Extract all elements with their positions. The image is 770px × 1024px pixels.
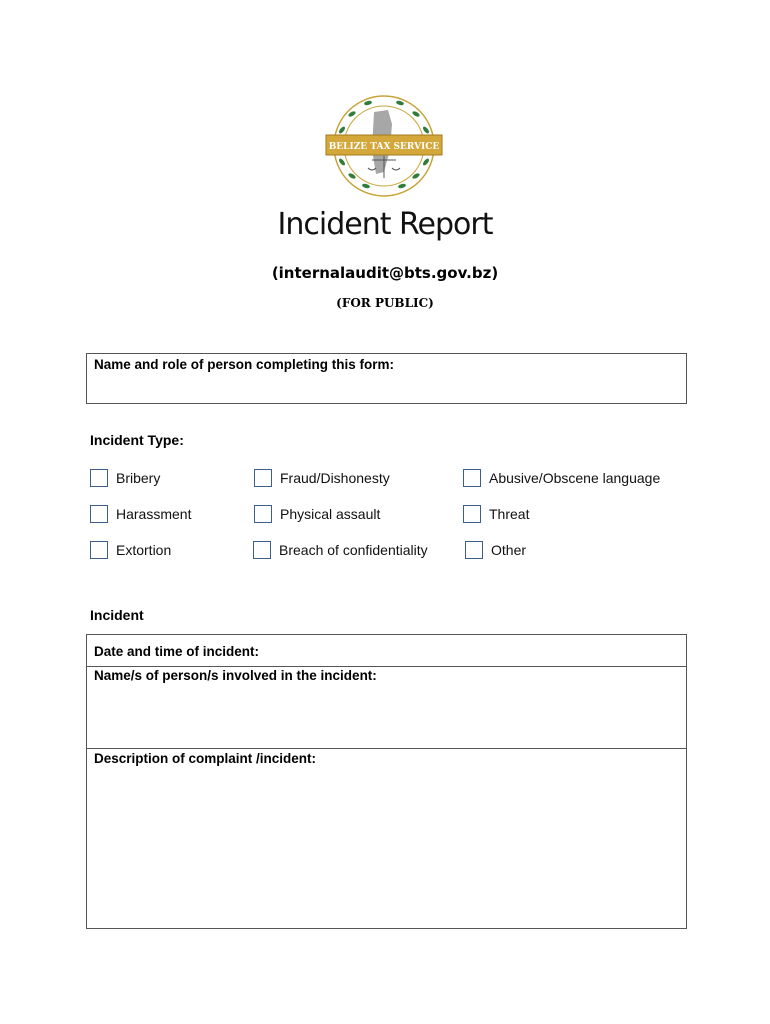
checkbox-threat[interactable] <box>463 505 529 523</box>
checkbox-box[interactable] <box>465 541 483 559</box>
checkbox-box[interactable] <box>254 505 272 523</box>
checkbox-box[interactable] <box>90 541 108 559</box>
checkbox-label: Other <box>491 542 527 558</box>
checkbox-label: Breach of confidentiality <box>279 542 428 558</box>
checkbox-bribery[interactable] <box>90 469 160 487</box>
audience-note: (FOR PUBLIC) <box>336 296 434 310</box>
contact-email: (internalaudit@bts.gov.bz) <box>271 264 499 282</box>
divider <box>87 748 686 749</box>
checkbox-abusive-language[interactable] <box>463 469 660 487</box>
checkbox-fraud-dishonesty[interactable] <box>254 469 390 487</box>
checkbox-box[interactable] <box>90 469 108 487</box>
checkbox-harassment[interactable] <box>90 505 191 523</box>
checkbox-label: Fraud/Dishonesty <box>280 470 390 486</box>
checkbox-box[interactable] <box>253 541 271 559</box>
checkbox-label: Physical assault <box>280 506 381 522</box>
checkbox-label: Harassment <box>116 506 192 522</box>
divider <box>87 666 686 667</box>
checkbox-box[interactable] <box>463 469 481 487</box>
checkbox-label: Bribery <box>116 470 161 486</box>
persons-involved-label: Name/s of person/s involved in the incident: <box>94 668 377 683</box>
checkbox-label: Extortion <box>116 542 172 558</box>
checkbox-box[interactable] <box>254 469 272 487</box>
checkbox-box[interactable] <box>90 505 108 523</box>
incident-type-label: Incident Type: <box>90 432 184 448</box>
belize-tax-service-logo <box>322 90 446 202</box>
name-role-field[interactable] <box>86 353 687 404</box>
checkbox-label: Threat <box>489 506 530 522</box>
checkbox-other[interactable] <box>465 541 526 559</box>
description-label: Description of complaint /incident: <box>94 751 317 766</box>
name-role-label: Name and role of person completing this form: <box>94 357 395 372</box>
checkbox-extortion[interactable] <box>90 541 171 559</box>
checkbox-physical-assault[interactable] <box>254 505 380 523</box>
incident-details-table <box>86 634 687 929</box>
checkbox-label: Abusive/Obscene language <box>489 470 661 486</box>
page-title: Incident Report <box>277 207 493 242</box>
checkbox-box[interactable] <box>463 505 481 523</box>
date-time-label: Date and time of incident: <box>94 644 260 659</box>
logo-banner-text: BELIZE TAX SERVICE <box>328 142 440 152</box>
incident-section-label: Incident <box>90 607 144 623</box>
checkbox-breach-confidentiality[interactable] <box>253 541 428 559</box>
